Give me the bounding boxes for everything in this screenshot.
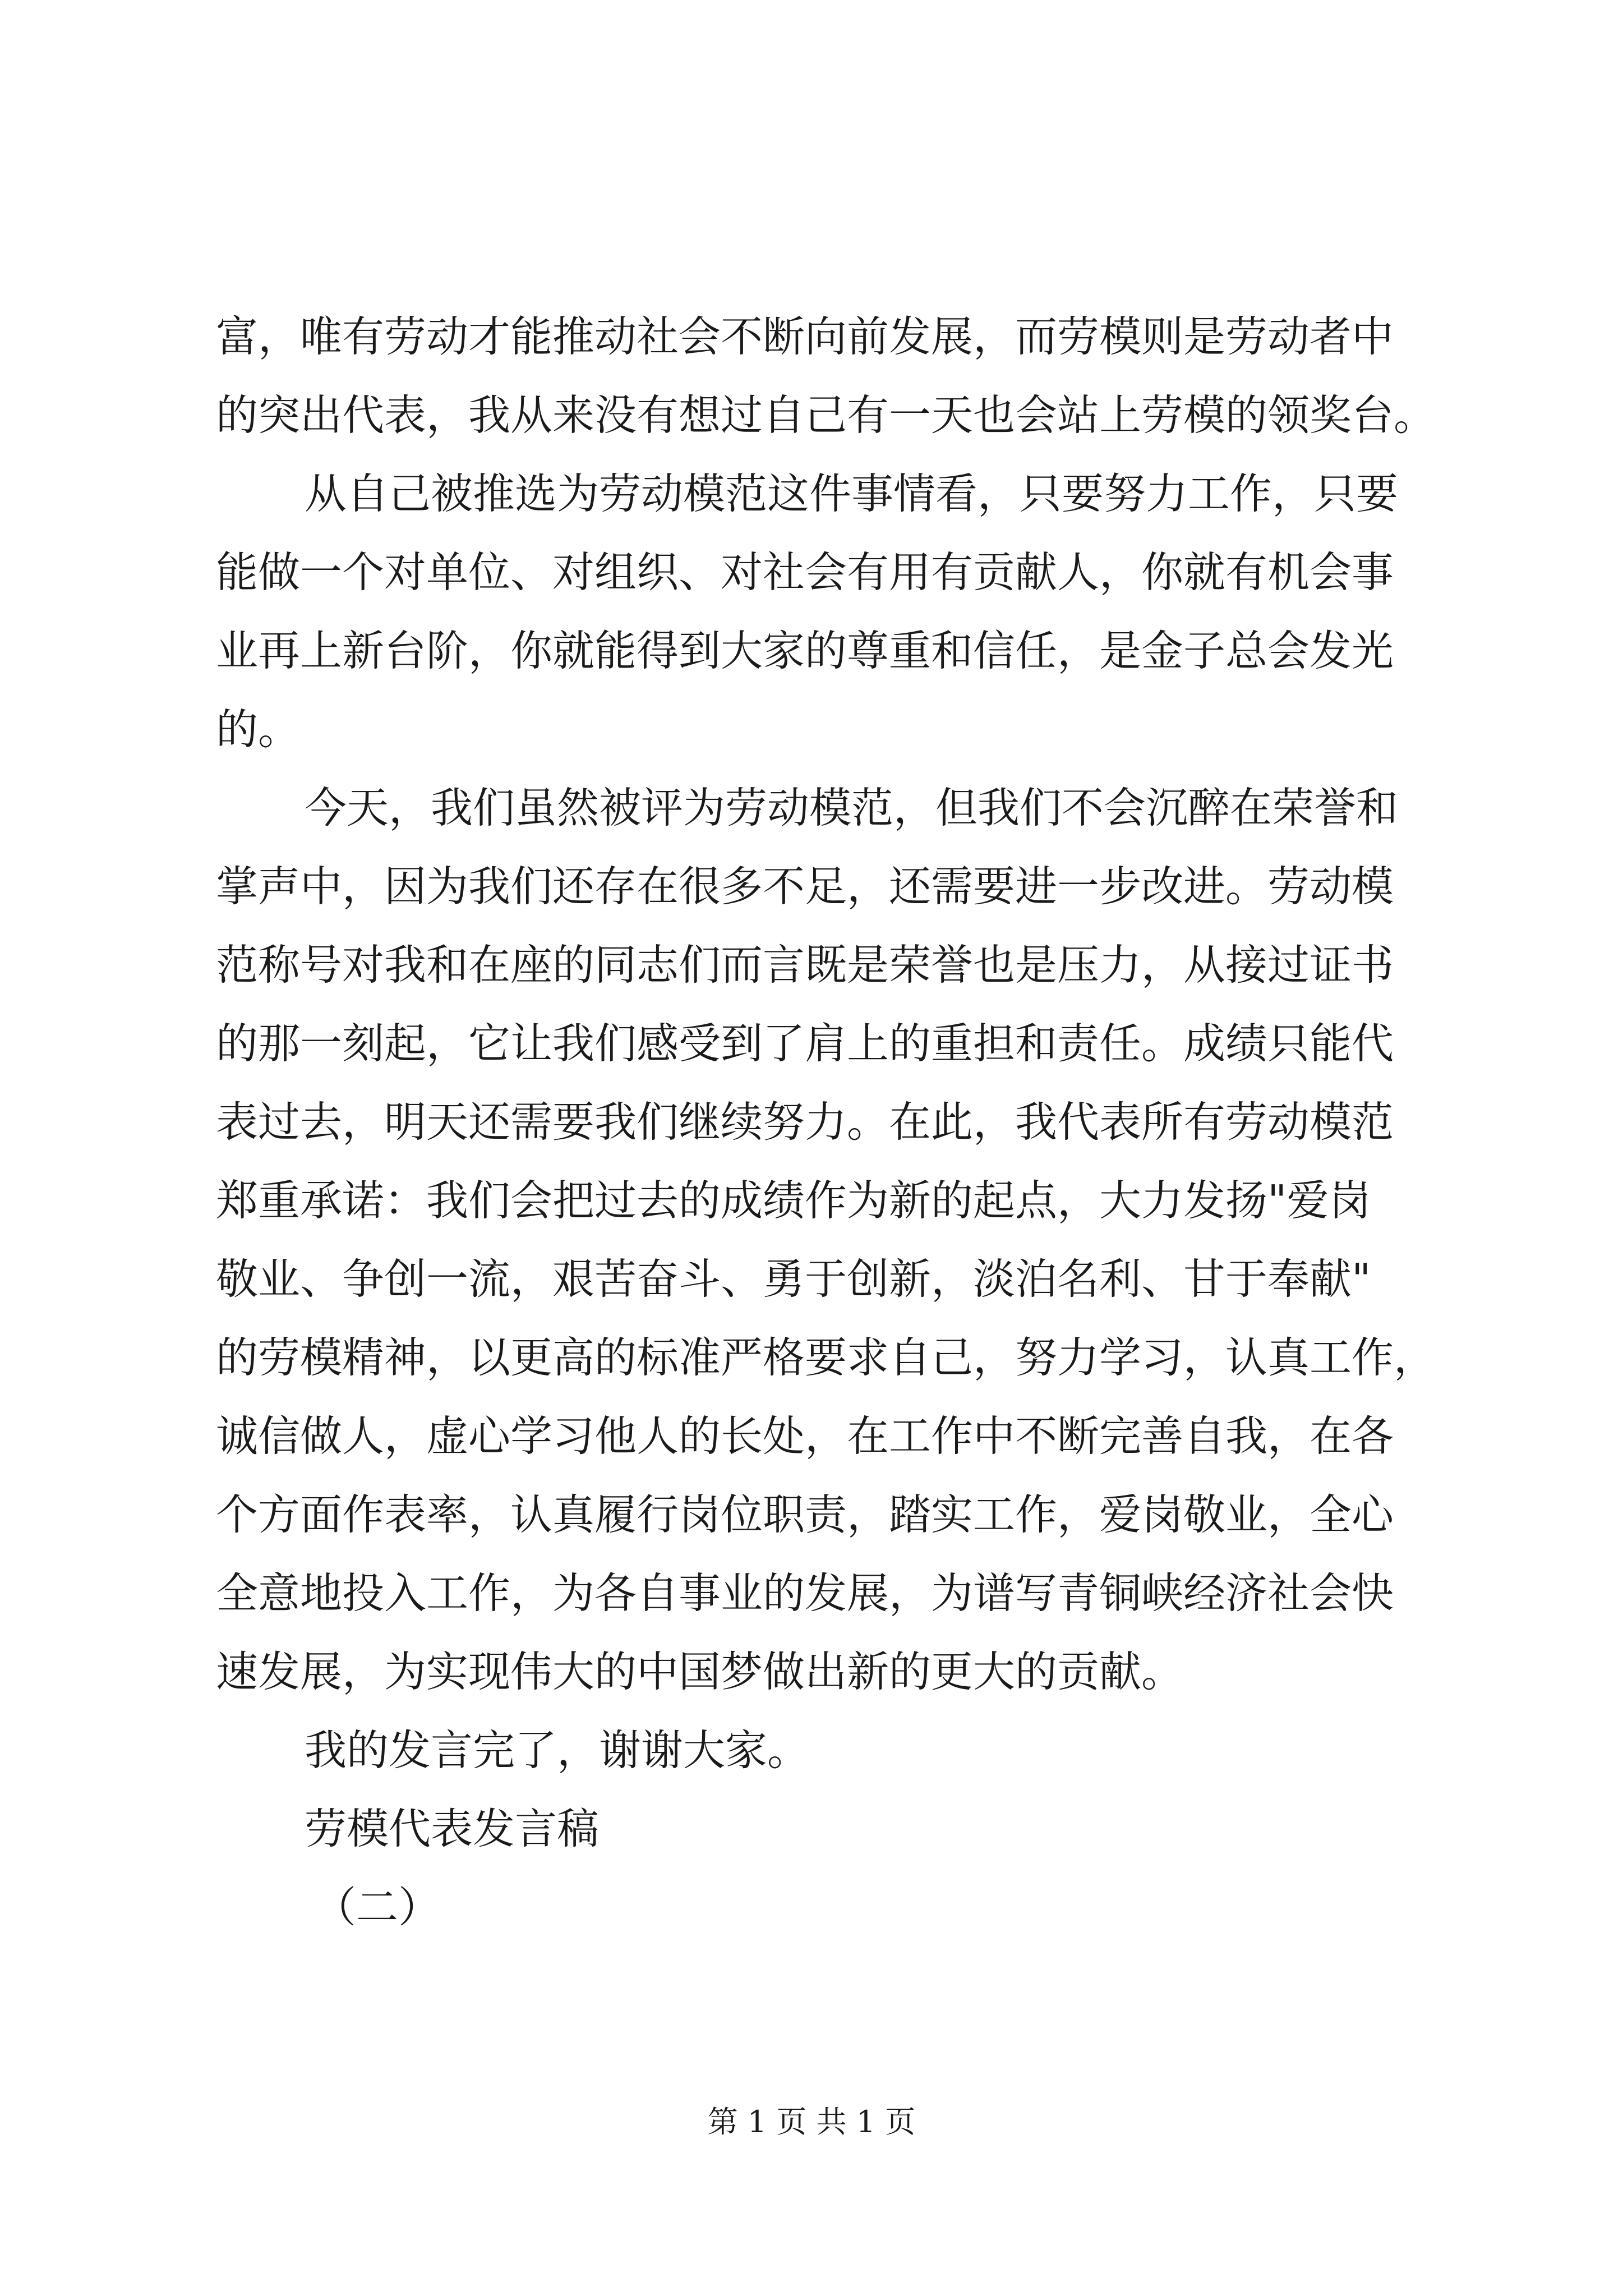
- section-number: （二）: [314, 1883, 441, 1932]
- text-line: 的突出代表，我从来没有想过自己有一天也会站上劳模的领奖台。: [216, 390, 1436, 440]
- text-line: 敬业、争创一流，艰苦奋斗、勇于创新，淡泊名利、甘于奉献": [216, 1254, 1371, 1304]
- text-line: 的。: [216, 705, 301, 754]
- text-line: 从自己被推选为劳动模范这件事情看，只要努力工作，只要: [305, 469, 1399, 518]
- text-line: 郑重承诺：我们会把过去的成绩作为新的起点，大力发扬"爱岗: [216, 1176, 1371, 1225]
- text-line: 的那一刻起，它让我们感受到了肩上的重担和责任。成绩只能代: [216, 1019, 1394, 1068]
- text-line: 的劳模精神，以更高的标准严格要求自己，努力学习，认真工作，: [216, 1333, 1436, 1382]
- text-line: 个方面作表率，认真履行岗位职责，踏实工作，爱岗敬业，全心: [216, 1490, 1394, 1539]
- text-line: 我的发言完了，谢谢大家。: [305, 1726, 810, 1775]
- text-line: 掌声中，因为我们还存在很多不足，还需要进一步改进。劳动模: [216, 862, 1394, 911]
- text-line: 今天，我们虽然被评为劳动模范，但我们不会沉醉在荣誉和: [305, 783, 1399, 832]
- text-line: 诚信做人，虚心学习他人的长处，在工作中不断完善自我，在各: [216, 1411, 1394, 1461]
- text-line: 业再上新台阶，你就能得到大家的尊重和信任，是金子总会发光: [216, 626, 1394, 675]
- page-footer: 第 1 页 共 1 页: [707, 2104, 916, 2139]
- text-line: 速发展，为实现伟大的中国梦做出新的更大的贡献。: [216, 1647, 1184, 1696]
- section-title: 劳模代表发言稿: [305, 1804, 600, 1853]
- text-line: 富，唯有劳动才能推动社会不断向前发展，而劳模则是劳动者中: [216, 312, 1394, 361]
- text-line: 能做一个对单位、对组织、对社会有用有贡献人，你就有机会事: [216, 547, 1394, 597]
- document-body: [216, 297, 1436, 1947]
- text-line: 表过去，明天还需要我们继续努力。在此，我代表所有劳动模范: [216, 1097, 1394, 1147]
- text-line: 全意地投入工作，为各自事业的发展，为谱写青铜峡经济社会快: [216, 1568, 1394, 1618]
- text-line: 范称号对我和在座的同志们而言既是荣誉也是压力，从接过证书: [216, 940, 1394, 990]
